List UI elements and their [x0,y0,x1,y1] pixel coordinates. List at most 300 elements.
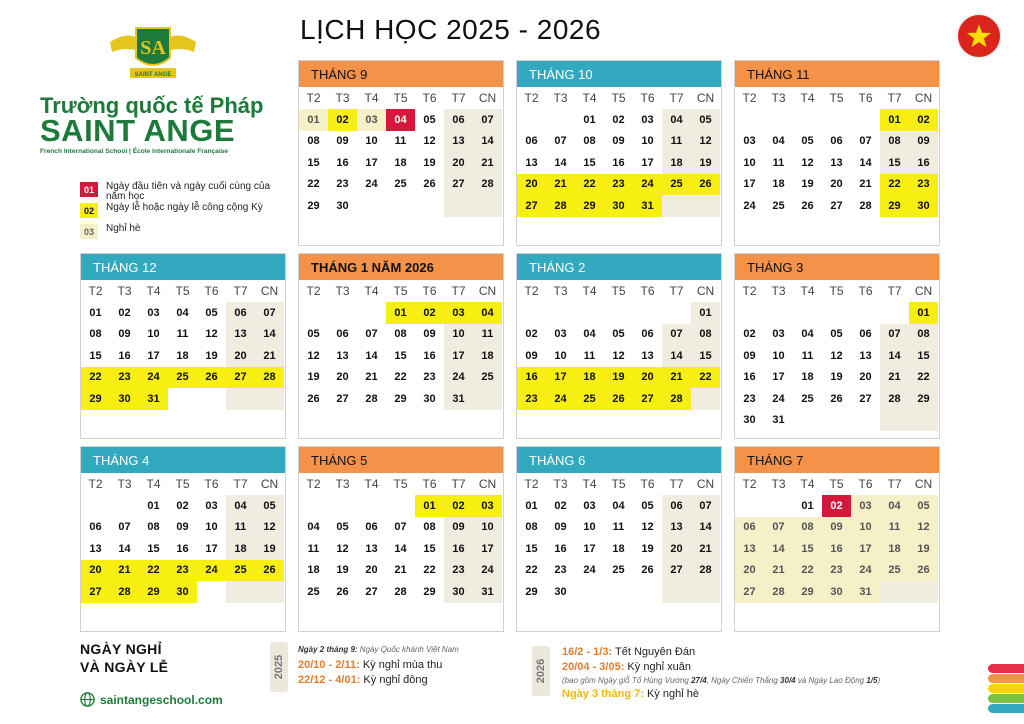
day-cell: 18 [612,542,625,555]
day-cell: 14 [365,349,378,362]
weekday-label: T3 [553,477,568,491]
month-title: THÁNG 12 [81,254,285,280]
day-cell: 03 [147,306,160,319]
day-cell: 01 [299,109,328,131]
empty-cell [357,495,386,517]
day-cell: 01 [880,109,909,131]
day-cell: 04 [583,328,596,341]
day-cell: 13 [525,156,538,169]
empty-cell [517,603,546,625]
legend-swatch-yellow: 02 [80,203,98,218]
legend-item [80,224,286,245]
weekday-label: CN [914,91,933,105]
weekday-label: T6 [204,477,219,491]
day-cell: 14 [554,156,567,169]
month-title: THÁNG 7 [735,447,939,473]
legend-swatch-beige: 03 [80,224,98,239]
vietnam-flag-icon[interactable] [956,13,1002,59]
empty-cell [444,195,473,217]
day-cell: 22 [307,178,320,191]
day-cell: 06 [365,521,378,534]
day-cell: 15 [691,345,720,367]
empty-cell [764,109,793,131]
month-card [516,253,722,439]
empty-cell [357,217,386,239]
day-cell: 03 [583,499,596,512]
weekday-label: CN [696,91,715,105]
month-title: THÁNG 6 [517,447,721,473]
day-cell: 13 [226,324,255,346]
day-cell: 30 [743,414,756,427]
weekday-label: CN [914,477,933,491]
day-cell: 30 [444,581,473,603]
day-cell: 29 [139,581,168,603]
day-cell: 18 [575,367,604,389]
empty-cell [880,581,909,603]
day-cell: 29 [880,195,909,217]
weekday-label: T4 [582,477,597,491]
weekday-label: T2 [524,284,539,298]
day-cell: 03 [554,328,567,341]
day-cell: 18 [772,178,785,191]
day-cell: 22 [691,367,720,389]
day-cell: 08 [525,521,538,534]
day-cell: 08 [423,521,436,534]
day-cell: 05 [830,328,843,341]
day-cell: 21 [662,367,691,389]
weekday-label: T6 [858,477,873,491]
day-cell: 09 [554,521,567,534]
day-cell: 16 [743,371,756,384]
day-cell: 16 [612,156,625,169]
weekday-label: T2 [742,284,757,298]
weekday-label: T5 [175,477,190,491]
day-cell: 22 [575,174,604,196]
month-title: THÁNG 11 [735,61,939,87]
empty-cell [357,603,386,625]
day-cell: 02 [176,499,189,512]
day-cell: 08 [691,324,720,346]
day-cell: 12 [336,542,349,555]
day-cell: 10 [583,521,596,534]
empty-cell [168,388,197,410]
day-cell: 27 [662,560,691,582]
day-cell: 18 [176,349,189,362]
day-cell: 27 [830,199,843,212]
weekday-label: T3 [335,91,350,105]
day-cell: 18 [880,538,909,560]
day-cell: 07 [764,517,793,539]
empty-cell [662,603,691,625]
weekday-label: T2 [524,91,539,105]
weekday-label: T7 [669,284,684,298]
day-cell: 26 [423,178,436,191]
weekday-label: T7 [887,477,902,491]
empty-cell [255,581,284,603]
day-cell: 15 [307,156,320,169]
day-cell: 28 [880,388,909,410]
month-title: THÁNG 2 [517,254,721,280]
day-cell: 23 [168,560,197,582]
legend-text: Nghỉ hè [106,223,141,234]
empty-cell [110,495,139,517]
day-cell: 26 [197,367,226,389]
day-cell: 30 [110,388,139,410]
day-cell: 25 [473,367,502,389]
empty-cell [328,217,357,239]
empty-cell [81,410,110,432]
day-cell: 28 [473,174,502,196]
day-cell: 07 [118,521,131,534]
weekday-label: T3 [771,91,786,105]
day-cell: 25 [612,564,625,577]
day-cell: 12 [255,517,284,539]
empty-cell [299,302,328,324]
day-cell: 28 [859,199,872,212]
day-cell: 14 [394,542,407,555]
day-cell: 07 [662,324,691,346]
empty-cell [299,495,328,517]
day-cell: 16 [118,349,131,362]
empty-cell [415,410,444,432]
empty-cell [880,603,909,625]
empty-cell [473,410,502,432]
day-grid [517,495,721,624]
empty-cell [691,603,720,625]
weekday-label: T3 [117,477,132,491]
day-cell: 09 [743,349,756,362]
day-cell: 17 [365,156,378,169]
day-cell: 21 [764,560,793,582]
day-cell: 23 [554,564,567,577]
month-card [734,253,940,439]
day-cell: 19 [909,538,938,560]
empty-cell [386,603,415,625]
weekday-row [299,473,503,495]
day-cell: 17 [444,345,473,367]
day-cell: 09 [822,517,851,539]
day-cell: 10 [851,517,880,539]
day-cell: 25 [575,388,604,410]
empty-cell [357,410,386,432]
day-cell: 31 [473,581,502,603]
legend [80,182,286,245]
holiday-note-2026-2: 20/04 - 3/05: Kỳ nghỉ xuân [562,661,692,673]
day-cell: 10 [147,328,160,341]
day-cell: 23 [822,560,851,582]
day-cell: 17 [583,542,596,555]
day-cell: 02 [743,328,756,341]
day-cell: 09 [612,135,625,148]
day-cell: 11 [176,328,189,341]
day-cell: 23 [909,174,938,196]
empty-cell [328,302,357,324]
day-cell: 23 [517,388,546,410]
empty-cell [604,581,633,603]
day-cell: 10 [473,517,502,539]
day-cell: 26 [336,585,349,598]
empty-cell [909,581,938,603]
day-cell: 11 [612,521,625,534]
legend-item [80,203,286,224]
day-cell: 29 [307,199,320,212]
day-cell: 03 [772,328,785,341]
weekday-row [735,280,939,302]
day-cell: 09 [525,349,538,362]
day-cell: 15 [880,152,909,174]
weekday-label: CN [260,477,279,491]
weekday-label: T3 [335,284,350,298]
day-cell: 21 [365,371,378,384]
day-cell: 04 [226,495,255,517]
weekday-row [735,473,939,495]
day-cell: 08 [909,324,938,346]
empty-cell [735,603,764,625]
empty-cell [386,495,415,517]
empty-cell [604,410,633,432]
day-cell: 03 [473,495,502,517]
day-cell: 07 [554,135,567,148]
day-cell: 25 [662,174,691,196]
day-cell: 11 [880,517,909,539]
day-cell: 15 [423,542,436,555]
day-cell: 05 [255,495,284,517]
empty-cell [255,410,284,432]
day-cell: 12 [691,131,720,153]
empty-cell [604,603,633,625]
day-cell: 13 [859,349,872,362]
empty-cell [444,603,473,625]
day-cell: 29 [575,195,604,217]
day-cell: 13 [336,349,349,362]
day-cell: 27 [365,585,378,598]
day-cell: 05 [336,521,349,534]
empty-cell [415,195,444,217]
weekday-label: T5 [611,91,626,105]
day-cell: 04 [612,499,625,512]
empty-cell [662,410,691,432]
month-title: THÁNG 10 [517,61,721,87]
day-cell: 13 [735,538,764,560]
day-cell: 04 [473,302,502,324]
day-cell: 20 [633,367,662,389]
day-cell: 22 [423,564,436,577]
day-cell: 21 [394,564,407,577]
day-cell: 14 [662,345,691,367]
empty-cell [662,195,691,217]
day-cell: 04 [176,306,189,319]
day-cell: 27 [81,581,110,603]
day-cell: 21 [110,560,139,582]
day-cell: 19 [423,156,436,169]
day-cell: 29 [394,392,407,405]
day-cell: 28 [691,560,720,582]
day-cell: 13 [444,131,473,153]
day-cell: 22 [793,560,822,582]
empty-cell [633,581,662,603]
day-cell: 15 [147,542,160,555]
empty-cell [851,410,880,432]
empty-cell [851,603,880,625]
weekday-label: T4 [364,284,379,298]
day-cell: 26 [641,564,654,577]
day-cell: 15 [394,349,407,362]
day-cell: 29 [793,581,822,603]
day-cell: 03 [357,109,386,131]
day-cell: 26 [691,174,720,196]
empty-cell [691,410,720,432]
day-cell: 06 [662,495,691,517]
day-cell: 17 [546,367,575,389]
empty-cell [851,217,880,239]
day-cell: 11 [307,542,320,555]
day-cell: 14 [691,517,720,539]
legend-item [80,182,286,203]
empty-cell [735,217,764,239]
day-cell: 01 [386,302,415,324]
day-cell: 22 [909,367,938,389]
empty-cell [851,109,880,131]
star-icon [965,22,993,50]
weekday-label: CN [696,477,715,491]
day-cell: 02 [525,328,538,341]
day-cell: 13 [365,542,378,555]
empty-cell [197,581,226,603]
day-cell: 29 [423,585,436,598]
empty-cell [517,302,546,324]
empty-cell [517,109,546,131]
day-cell: 02 [822,495,851,517]
empty-cell [575,217,604,239]
day-cell: 06 [89,521,102,534]
day-cell: 26 [830,392,843,405]
day-cell: 23 [336,178,349,191]
day-cell: 15 [583,156,596,169]
day-cell: 19 [641,542,654,555]
weekday-label: T2 [742,91,757,105]
day-cell: 20 [830,178,843,191]
day-cell: 21 [691,538,720,560]
day-cell: 08 [583,135,596,148]
day-cell: 30 [554,585,567,598]
day-cell: 17 [851,538,880,560]
empty-cell [662,302,691,324]
empty-cell [357,302,386,324]
day-cell: 09 [336,135,349,148]
day-cell: 06 [226,302,255,324]
day-cell: 24 [444,367,473,389]
day-cell: 10 [772,349,785,362]
logo-monogram: SA [140,37,166,59]
empty-cell [81,495,110,517]
day-cell: 21 [546,174,575,196]
day-cell: 04 [772,135,785,148]
day-cell: 16 [554,542,567,555]
weekday-label: T4 [364,91,379,105]
weekday-label: T4 [582,284,597,298]
day-cell: 31 [139,388,168,410]
weekday-label: T7 [451,284,466,298]
empty-cell [633,302,662,324]
day-cell: 28 [255,367,284,389]
day-cell: 19 [255,538,284,560]
day-cell: 17 [772,371,785,384]
day-cell: 20 [365,564,378,577]
day-cell: 06 [444,109,473,131]
month-title: THÁNG 4 [81,447,285,473]
day-cell: 01 [801,499,814,512]
globe-icon [80,692,95,707]
day-cell: 12 [909,517,938,539]
day-cell: 05 [423,113,436,126]
empty-cell [386,217,415,239]
day-cell: 25 [801,392,814,405]
empty-cell [604,302,633,324]
empty-cell [226,603,255,625]
empty-cell [386,410,415,432]
website-text: saintangeschool.com [100,692,223,707]
day-cell: 10 [641,135,654,148]
weekday-label: T6 [858,91,873,105]
day-cell: 20 [517,174,546,196]
day-cell: 03 [851,495,880,517]
month-card [298,60,504,246]
empty-cell [517,410,546,432]
empty-cell [764,495,793,517]
day-cell: 24 [473,560,502,582]
website-link[interactable] [80,692,223,707]
weekday-row [299,87,503,109]
day-cell: 19 [801,178,814,191]
day-cell: 21 [473,152,502,174]
day-cell: 25 [880,560,909,582]
day-cell: 13 [641,349,654,362]
weekday-label: T4 [146,284,161,298]
weekday-label: T3 [553,284,568,298]
weekday-label: T6 [640,91,655,105]
day-cell: 08 [394,328,407,341]
empty-cell [546,109,575,131]
day-cell: 10 [554,349,567,362]
empty-cell [793,410,822,432]
day-cell: 15 [89,349,102,362]
day-cell: 26 [801,199,814,212]
day-cell: 22 [525,564,538,577]
day-cell: 09 [423,328,436,341]
empty-cell [328,410,357,432]
month-title: THÁNG 1 NĂM 2026 [299,254,503,280]
empty-cell [793,109,822,131]
holiday-note-2026-detail: (bao gồm Ngày giỗ Tổ Hùng Vương 27/4, Ngày Chiến Thắng 30/4 và Ngày Lao Động 1/5) [562,676,881,685]
day-cell: 05 [307,328,320,341]
empty-cell [822,217,851,239]
empty-cell [793,603,822,625]
empty-cell [880,410,909,432]
day-grid [299,302,503,431]
day-cell: 20 [226,345,255,367]
empty-cell [575,581,604,603]
day-cell: 29 [525,585,538,598]
day-cell: 12 [307,349,320,362]
logo-banner-text: SAINT ANGE [134,72,172,78]
day-cell: 27 [633,388,662,410]
day-cell: 12 [801,156,814,169]
day-cell: 30 [423,392,436,405]
day-cell: 17 [743,178,756,191]
school-name-vn: Trường quốc tế Pháp [40,93,264,118]
day-cell: 12 [612,349,625,362]
day-cell: 01 [583,113,596,126]
